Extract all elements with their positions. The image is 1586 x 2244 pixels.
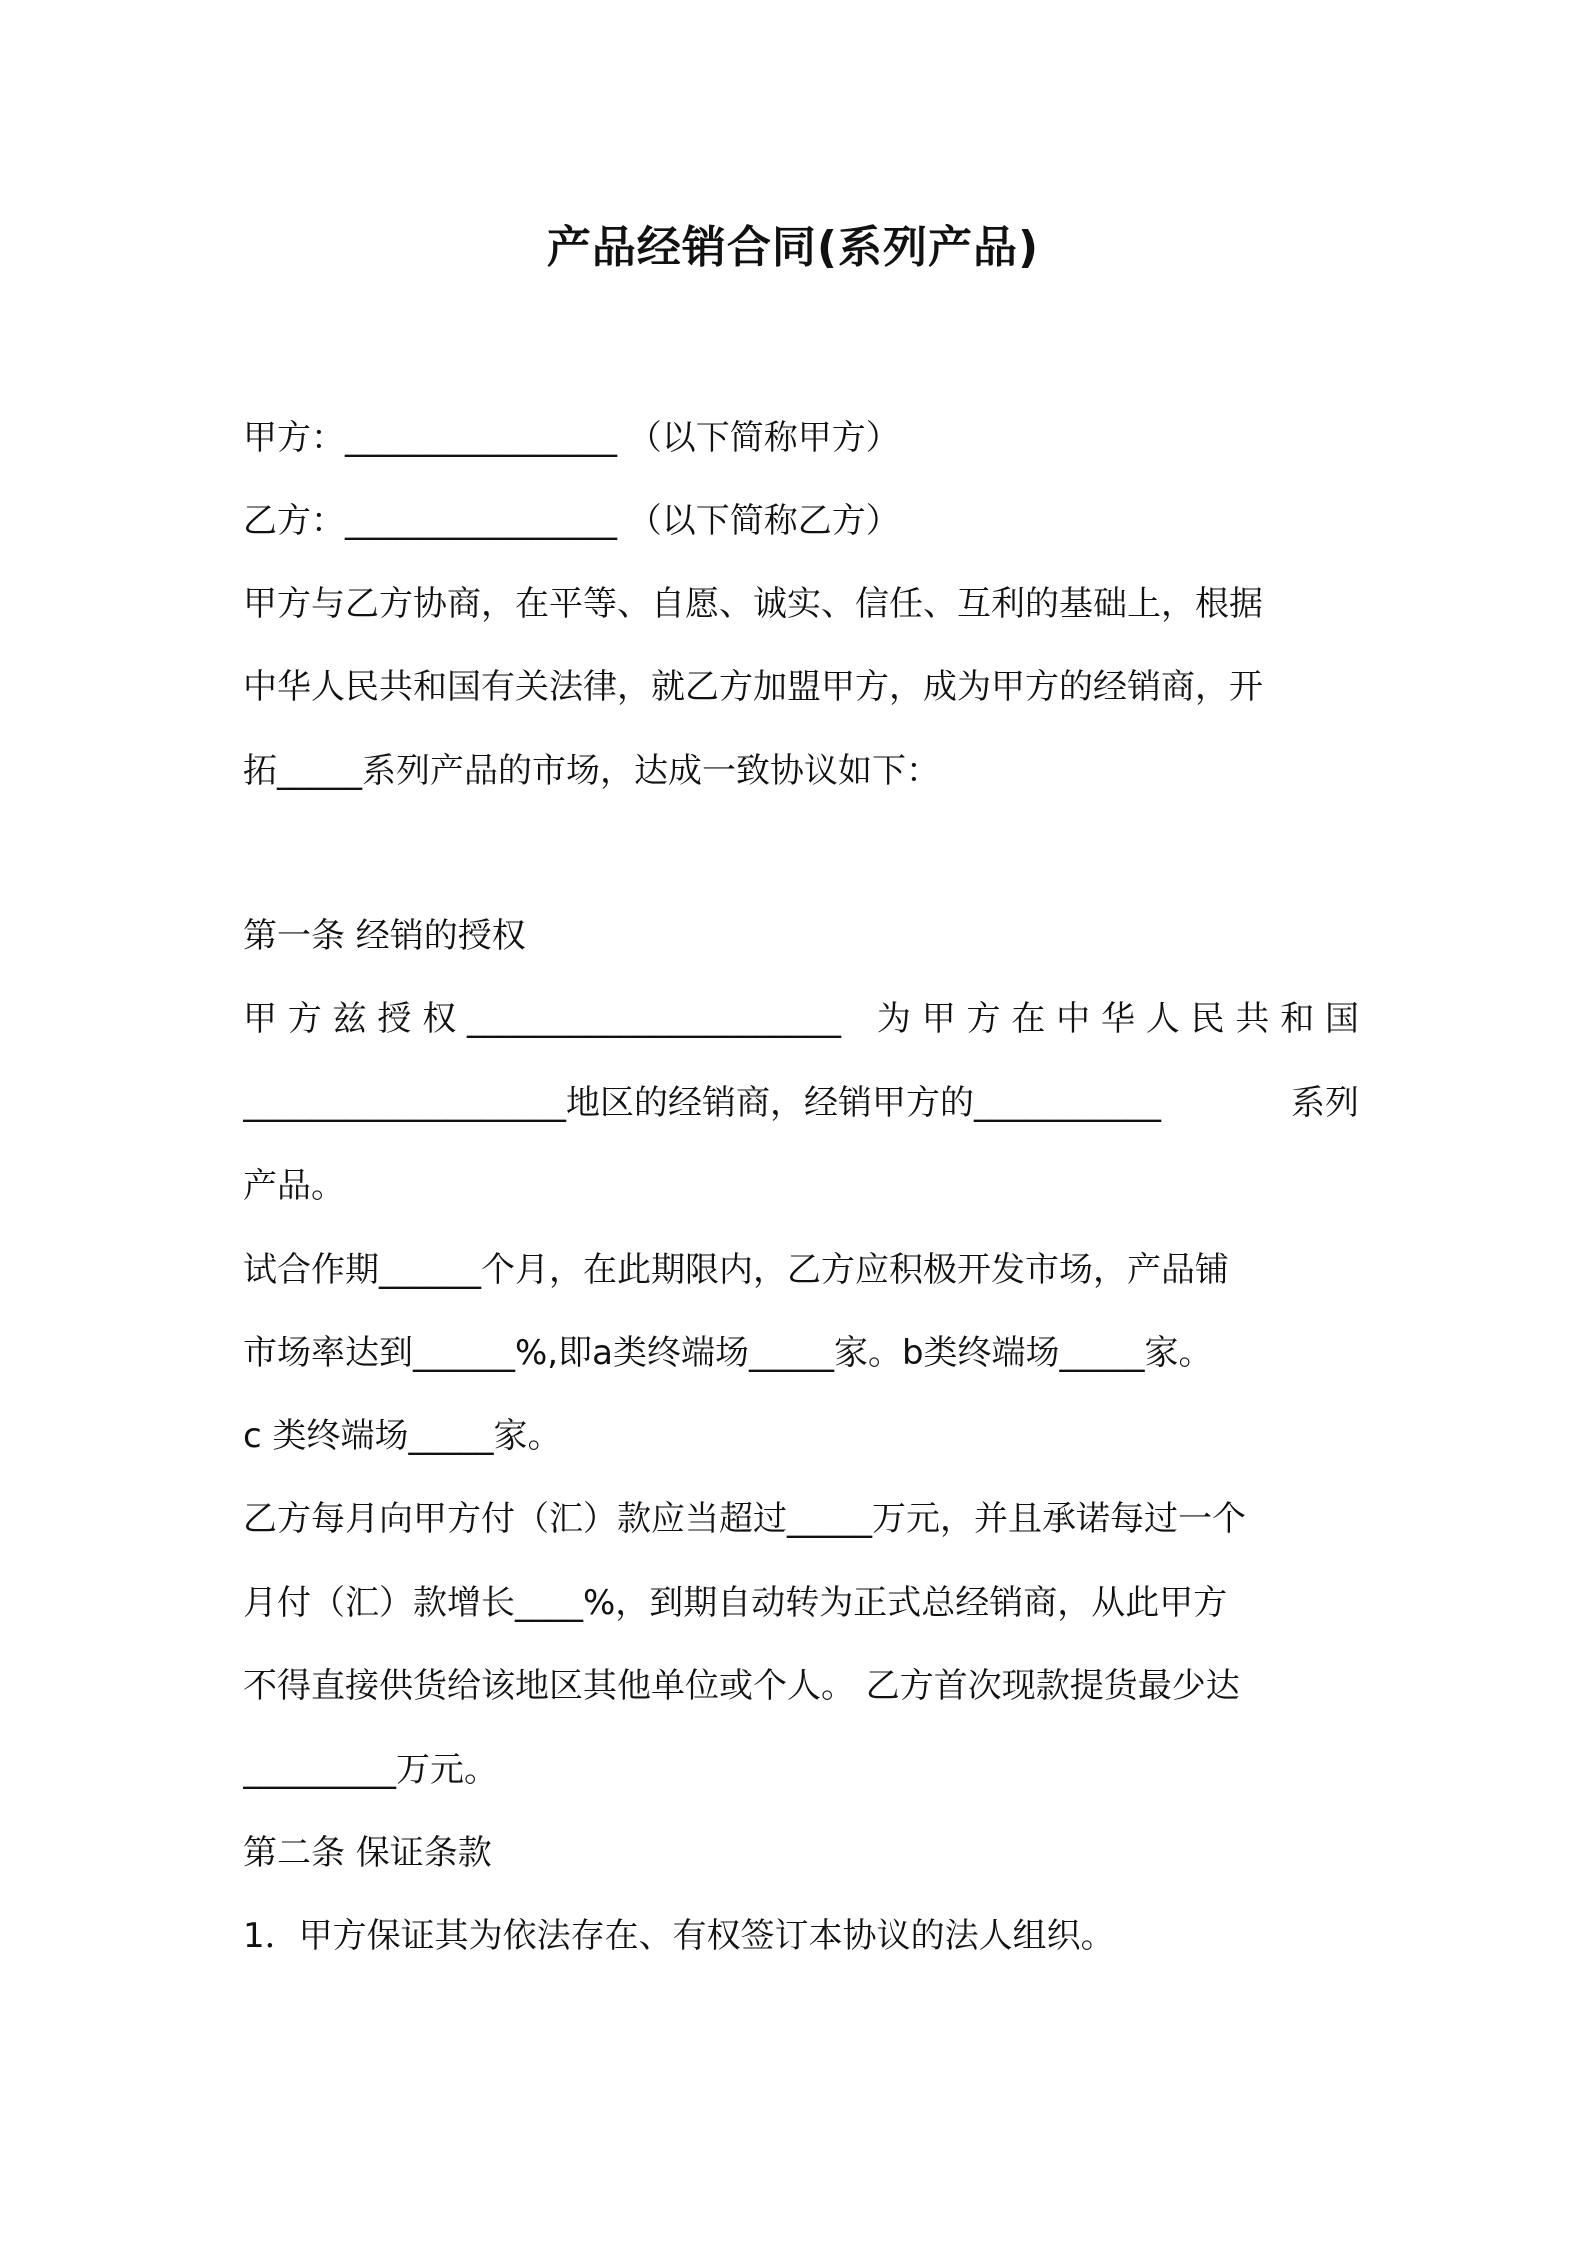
preamble-line-3: 拓_____系列产品的市场，达成一致协议如下：	[243, 751, 940, 791]
article-2-clause-1: 1．甲方保证其为依法存在、有权签订本协议的法人组织。	[243, 1916, 1115, 1956]
article-2-heading: 第二条 保证条款	[243, 1833, 492, 1873]
article-1-line-3: 产品。	[243, 1166, 345, 1206]
party-a-line: 甲方：________________ （以下简称甲方）	[243, 418, 900, 458]
article-1-line-2-left: ___________________地区的经销商，经销甲方的___________	[243, 1083, 1161, 1123]
trial-line-3: c 类终端场_____家。	[243, 1416, 562, 1456]
article-1-line-1-right: 为 甲 方 在 中 华 人 民 共 和 国	[876, 999, 1359, 1039]
party-b-line: 乙方：________________ （以下简称乙方）	[243, 501, 900, 541]
payment-line-2: 月付（汇）款增长____%，到期自动转为正式总经销商，从此甲方	[243, 1583, 1228, 1623]
payment-line-1: 乙方每月向甲方付（汇）款应当超过_____万元，并且承诺每过一个	[243, 1499, 1246, 1539]
article-1-line-1	[243, 989, 1359, 1049]
payment-line-3: 不得直接供货给该地区其他单位或个人。 乙方首次现款提货最少达	[243, 1666, 1240, 1706]
trial-line-1: 试合作期______个月，在此期限内，乙方应积极开发市场，产品铺	[243, 1250, 1229, 1290]
article-1-line-1-left: 甲 方 兹 授 权 ______________________	[243, 999, 842, 1039]
document-title: 产品经销合同(系列产品)	[546, 222, 1040, 273]
article-1-line-2-right: 系列	[1291, 1083, 1359, 1123]
payment-line-4: _________万元。	[243, 1750, 498, 1790]
preamble-line-2: 中华人民共和国有关法律，就乙方加盟甲方，成为甲方的经销商，开	[243, 667, 1263, 707]
article-1-line-2	[243, 1073, 1359, 1133]
article-1-heading: 第一条 经销的授权	[243, 916, 526, 956]
trial-line-2: 市场率达到______%,即a类终端场_____家。b类终端场_____家。	[243, 1333, 1213, 1373]
preamble-line-1: 甲方与乙方协商，在平等、自愿、诚实、信任、互利的基础上，根据	[243, 584, 1263, 624]
